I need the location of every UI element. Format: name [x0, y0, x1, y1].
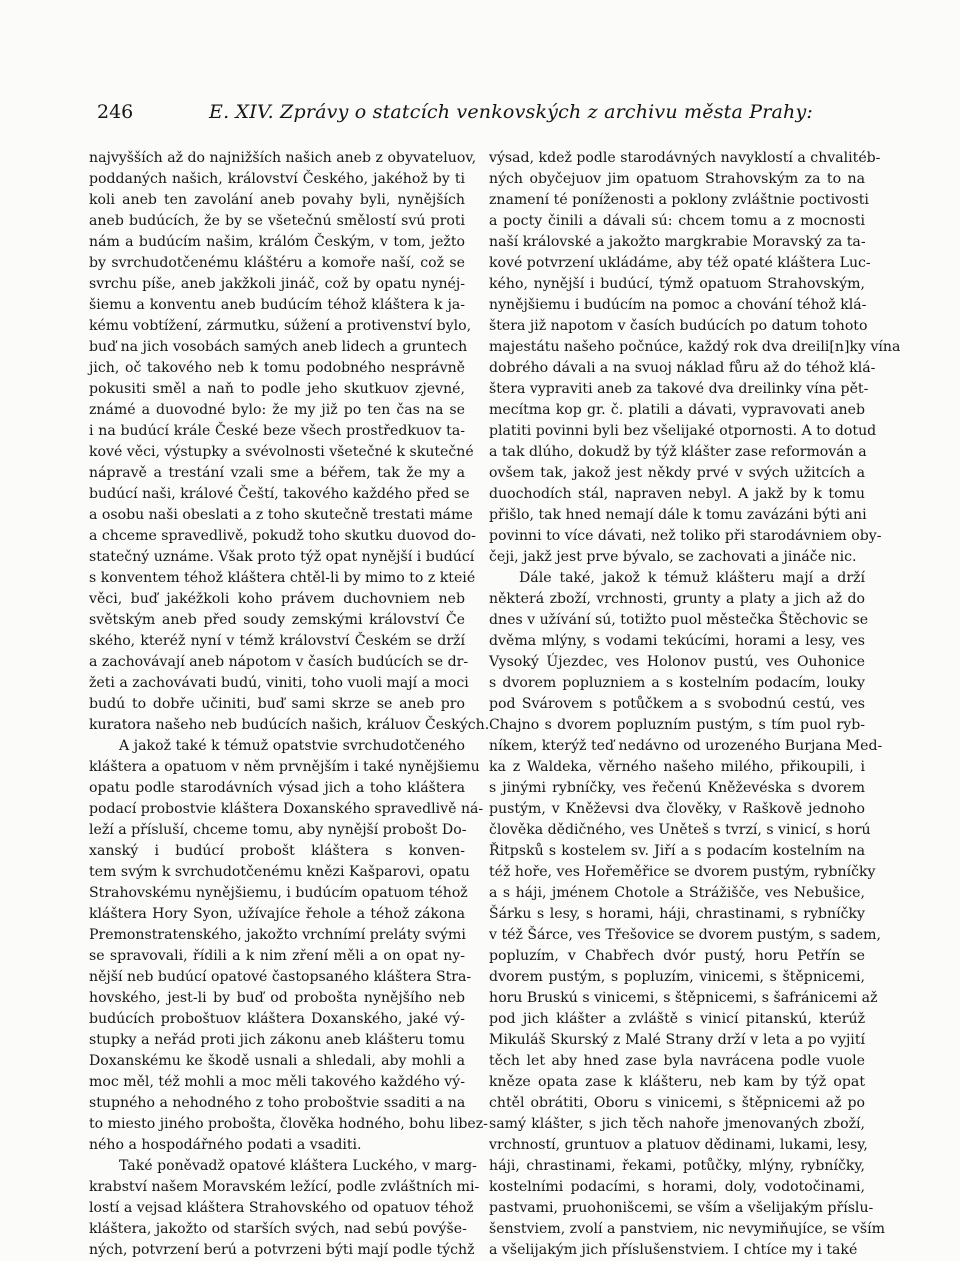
text-line: znamení té poníženosti a poklony zvláštnie poctivosti	[489, 192, 869, 208]
text-line: Premonstratenského, jakožto vrchnímí preláty svými	[89, 927, 466, 943]
text-line: kého, nynější i budúcí, týmž opatuom Strahovským,	[489, 276, 865, 292]
text-line: duochodích stál, napraven nebyl. A jakž by k tomu	[489, 486, 865, 502]
text-line: pokusiti směl a naň to podle jeho skutkuov zjevné,	[89, 381, 465, 397]
text-line: a s háji, jménem Chotole a Strážišče, ves Nebušice,	[489, 885, 865, 901]
text-line: háji, chrastinami, řekami, potůčky, mlýny, rybníčky,	[489, 1158, 865, 1174]
text-line: s jinými rybníčky, ves řečenú Kněževéska s dvorem	[489, 780, 865, 796]
text-line: těch let aby hned zase byla navrácena podle vuole	[489, 1053, 865, 1069]
text-line: ných obyčejuov jim opatuom Strahovským za to na	[489, 171, 865, 187]
text-line: naší královské a jakožto margkrabie Moravský za ta-	[489, 234, 866, 250]
text-line: dvěma mlýny, s vodami tekúcími, horami a lesy, ves	[489, 633, 865, 649]
text-line: dvorem pustým, s popluzím, vinicemi, s štěpnicemi,	[489, 969, 865, 985]
text-line: budúcí naši, králové Čeští, takového každého před se	[89, 486, 470, 502]
text-line: i na budúcí krále České beze všech prostředkuov ta-	[89, 423, 465, 439]
text-line: v též Šárce, ves Třešovice se dvorem pustým, s sadem,	[489, 927, 882, 943]
text-line: žeti a zachovávati budú, viniti, toho vuoli mají a moci	[89, 675, 469, 691]
text-line: ka z Waldeka, věrného našeho milého, přikoupili, i	[489, 759, 865, 775]
text-line: leží a přísluší, chceme tomu, aby nynější probošt Do-	[89, 822, 467, 838]
text-line: ného a hospodářného podati a vsaditi.	[89, 1137, 362, 1153]
text-line: pustým, v Kněževsi dva člověky, v Raškově jednoho	[489, 801, 865, 817]
text-line: budú to dobře učiniti, buď sami skrze se aneb pro	[89, 696, 465, 712]
text-line: najvyšších až do najnižších našich aneb z obyvateluov,	[89, 150, 477, 166]
text-line: pod Svárovem s potůčkem a s svobodnú cestú, ves	[489, 696, 865, 712]
text-line: s dvorem popluzniem a s kostelním podacím, louky	[489, 675, 865, 691]
text-line: vrchností, gruntuov a platuov dědinami, lukami, lesy,	[489, 1137, 868, 1153]
text-line: ných, potvrzení berú a potvrzeni býti mají podle týchž	[89, 1242, 475, 1258]
text-line: kému vobtížení, zármutku, súžení a protivenství bylo,	[89, 318, 472, 334]
text-line: přišlo, tak hned nemají dále k tomu zavázáni býti ani	[489, 507, 867, 523]
text-line: krabství našem Moravském ležící, podle zvláštních mi-	[89, 1179, 480, 1195]
text-line: stupky a neřád proti jich zákonu aneb klášteru tomu	[89, 1032, 465, 1048]
text-line: podací probostvie kláštera Doxanského spravedlivě ná-	[89, 801, 484, 817]
text-line: a chceme spravedlivě, pokudž toho skutku duovod do-	[89, 528, 476, 544]
text-line: xanský i budúcí probošt kláštera s konven-	[89, 843, 465, 859]
text-line: popluzím, v Chabřech dvór pustý, horu Petřín se	[489, 948, 865, 964]
text-line: níkem, kterýž teď nedávno od urozeného Burjana Med-	[489, 738, 883, 754]
text-line: kněze opata zase k klášteru, neb kam by týž opat	[489, 1074, 865, 1090]
text-line: Dále také, jakož k témuž klášteru mají a drží	[519, 570, 865, 586]
text-line: Doxanskému ke škodě usnali a shledali, aby mohli a	[89, 1053, 465, 1069]
text-line: hovského, jest-li by buď od probošta nynějšího neb	[89, 990, 465, 1006]
text-line: samý klášter, s jich těch nahoře jmenovaných zboží,	[489, 1116, 865, 1132]
text-line: by svrchudotčenému kláštéru a komoře naší, což se	[89, 255, 465, 271]
text-line: buď na jich vosobách samých aneb lidech a gruntech	[89, 339, 468, 355]
text-line: kláštera a opatuom v něm prvnějším i také nynějšiemu	[89, 759, 480, 775]
text-line: svrchu píše, aneb jakžkoli jináč, což by opatu nynéj-	[89, 276, 465, 292]
text-line: se spravovali, řídili a k nim zření měli a on opat ny-	[89, 948, 465, 964]
text-line: nám a budúcím našim, králóm Českým, v tom, ježto	[89, 234, 465, 250]
text-line: známé a duovodné bylo: že my již po ten čas na se	[89, 402, 465, 418]
left-text-column	[89, 148, 490, 1261]
running-title: E. XIV. Zprávy o statcích venkovských z archivu města Prahy:	[209, 101, 814, 123]
text-line: majestátu našeho počnúce, každý rok dva dreili[n]ky vína	[489, 339, 901, 355]
text-line: šenstviem, zvolí a panstviem, nic nevymiňujíce, se vším	[489, 1221, 885, 1237]
text-line: čeji, jakž jest prve bývalo, se zachovati a jináče nic.	[489, 549, 857, 565]
text-line: Mikuláš Skurský z Malé Strany drží v leta a po vyjití	[489, 1032, 865, 1048]
text-line: a osobu naši obeslati a z toho skutečně trestati máme	[89, 507, 473, 523]
text-line: lostí a vejsad kláštera Strahovského od opatuov téhož	[89, 1200, 474, 1216]
text-line: povinni to více dávati, než toliko při starodávniem oby-	[489, 528, 882, 544]
text-line: budúcích proboštuov kláštera Doxanského, jaké vý-	[89, 1011, 465, 1027]
text-line: a všelijakým jich příslušenstviem. I chtíce my i také	[489, 1242, 858, 1258]
text-line: některá zboží, vrchnosti, grunty a platy a jich až do	[489, 591, 865, 607]
text-line: nápravě a trestání vzali sme a béřem, tak že my a	[89, 465, 465, 481]
text-line: dobrého dávali a na svuoj náklad fůru až do téhož klá-	[489, 360, 876, 376]
text-line: stupného a nehodného z toho proboštvie ssaditi a na	[89, 1095, 466, 1111]
text-line: Šárku s lesy, s horami, háji, chrastinami, s rybníčky	[489, 906, 865, 922]
text-line: ovšem tak, jakož jest někdy prvé v svých užitcích a	[489, 465, 865, 481]
text-line: mecítma kop gr. č. platili a dávati, vypravovati aneb	[489, 402, 865, 418]
text-line: nynějšiemu i budúcím na pomoc a chování téhož klá-	[489, 297, 867, 313]
text-line: šiemu a konventu aneb budúcím téhož kláštera k ja-	[89, 297, 465, 313]
text-line: pod jich klášter a zvláště s vinicí pitanskú, kterúž	[489, 1011, 865, 1027]
text-line: statečný uznáme. Však proto týž opat nynější i budúcí	[89, 549, 475, 565]
text-line: Vysoký Újezdec, ves Holonov pustú, ves Ouhonice	[489, 654, 865, 670]
text-line: tem svým k svrchudotčenému knězi Kašparovi, opatu	[89, 864, 470, 880]
text-line: koli aneb ten zavolání aneb povahy byli, nynějších	[89, 192, 465, 208]
text-line: to miesto jiného probošta, člověka hodného, bohu libez-	[89, 1116, 488, 1132]
text-line: ského, kteréž nyní v témž království Českém se drží	[89, 633, 465, 649]
text-line: A jakož také k témuž opatstvie svrchudotčeného	[119, 738, 465, 754]
text-line: horu Bruskú s vinicemi, s štěpnicemi, s šafránicemi až	[489, 990, 878, 1006]
text-line: věci, buď jakéžkoli koho právem duchovniem neb	[89, 591, 465, 607]
right-text-column	[489, 148, 901, 1261]
text-line: kláštera Hory Syon, užívajíce řehole a téhož zákona	[89, 906, 465, 922]
text-line: světským aneb před soudy zemskými království Če	[89, 612, 465, 628]
page-header	[97, 101, 875, 127]
text-line: poddaných našich, království Českého, jakéhož by ti	[89, 171, 465, 187]
text-line: kové potvrzení ukládáme, aby též opaté kláštera Luc-	[489, 255, 871, 271]
text-line: chtěl obrátiti, Oboru s vinicemi, s štěpnicemi až po	[489, 1095, 865, 1111]
text-line: Řitpsků s kostelem sv. Jiří a s podacím kostelním na	[489, 843, 865, 859]
text-line: platiti povinni byli bez všelijaké otpornosti. A to dotud	[489, 423, 877, 439]
text-line: pastvami, pruohonišcemi, se vším a všelijakým příslu-	[489, 1200, 874, 1216]
text-line: člověka dědičného, ves Uněteš s tvrzí, s vinicí, s horú	[489, 822, 871, 838]
text-line: a zachovávají aneb nápotom v časích budúcích se dr-	[89, 654, 469, 670]
text-line: moc měl, též mohli a moc měli takového každého vý-	[89, 1074, 465, 1090]
text-line: štera vypraviti aneb za takové dva dreilinky vína pět-	[489, 381, 869, 397]
text-line: kostelními podacími, s horami, doly, vodotočinami,	[489, 1179, 865, 1195]
text-line: opatu podle starodávních výsad jich a toho kláštera	[89, 780, 465, 796]
page-number: 246	[97, 101, 134, 123]
text-line: Strahovskému nynějšiemu, i budúcím opatuom téhož	[89, 885, 468, 901]
text-line: a pocty činili a dávali sú: chcem tomu a z mocnosti	[489, 213, 865, 229]
text-line: Chajno s dvorem popluzním pustým, s tím puol ryb-	[489, 717, 865, 733]
text-line: kláštera, jakožto od starších svých, nad sebú povýše-	[89, 1221, 467, 1237]
text-line: výsad, kdež podle starodávných navyklostí a chvalitéb-	[489, 150, 881, 166]
text-line: též hoře, ves Hořeměřice se dvorem pustým, rybníčky	[489, 864, 876, 880]
text-line: nější neb budúcí opatové častopsaného kláštera Stra-	[89, 969, 472, 985]
text-line: dnes v užívání sú, totižto puol městečka Štěchovic se	[489, 612, 869, 628]
text-line: jich, oč takového neb k tomu podobného nesprávně	[89, 360, 465, 376]
text-line: aneb budúcích, že by se všetečnú smělostí svú proti	[89, 213, 465, 229]
text-line: kuratora našeho neb budúcích našich, králuov Českých.	[89, 717, 490, 733]
text-line: a tak dlúho, dokudž by týž klášter zase reformován a	[489, 444, 867, 460]
text-line: štera již napotom v časích budúcích po datum tohoto	[489, 318, 868, 334]
text-line: kové věci, výstupky a svévolnosti všetečné k skutečné	[89, 444, 474, 460]
text-line: s konventem téhož kláštera chtěl-li by mimo to z kteié	[89, 570, 476, 586]
text-line: Také poněvadž opatové kláštera Luckého, v marg-	[119, 1158, 477, 1174]
